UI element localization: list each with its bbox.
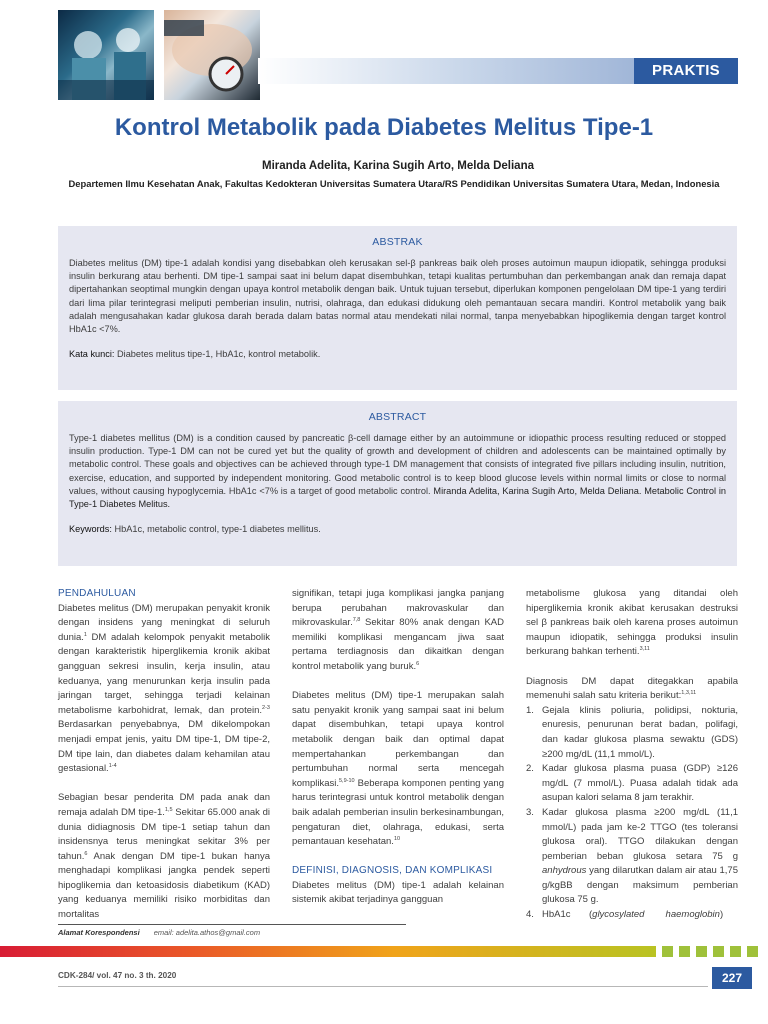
abstract-box xyxy=(58,401,737,566)
text: Diabetes melitus (DM) merupakan penyakit kronik dengan insidens yang meningkat di seluruh dunia. xyxy=(58,602,270,643)
decorative-square xyxy=(747,946,758,957)
abstract-keywords xyxy=(69,524,726,534)
text: Sebagian besar penderita DM pada anak dan remaja adalah DM tipe-1. xyxy=(58,792,270,818)
surgical-team-photo xyxy=(58,10,154,100)
reference: 10 xyxy=(393,835,401,842)
list-item xyxy=(526,806,738,908)
reference: 1,3,11 xyxy=(681,690,697,696)
reference: 1-4 xyxy=(108,762,117,769)
decorative-square xyxy=(662,946,673,957)
text: Kadar glukosa plasma ≥200 mg/dL (11,1 mmol/L) pada jam ke-2 TTGO (tes toleransi glukosa oral). TTGO dilakukan dengan pemberian beban glukosa setara 75 g xyxy=(542,806,738,862)
paragraph xyxy=(292,689,504,850)
journal-info: CDK-284/ vol. 47 no. 3 th. 2020 xyxy=(58,971,177,980)
list-number: 3. xyxy=(526,806,534,818)
abstrak-keywords xyxy=(69,349,726,359)
list-item xyxy=(526,908,738,923)
correspondence-label: Alamat Korespondensi xyxy=(58,928,140,937)
reference: 7,8 xyxy=(352,617,361,624)
text: DM adalah kelompok penyakit metabolik dengan karakteristik hiperglikemia kronik akibat gangguan sekresi insulin, kerja insulin, atau keduanya, yang menurunkan kerja insulin pada jaringan target, sehingga terjadi kelainan metabolisme karbohidrat, lemak, dan protein. xyxy=(58,631,270,716)
affiliation: Departemen Ilmu Kesehatan Anak, Fakultas Kedokteran Universitas Sumatera Utara/RS Pendidikan Universitas Sumatera Utara, Medan, Indonesia xyxy=(68,178,720,189)
abstrak-body: Diabetes melitus (DM) tipe-1 adalah kondisi yang disebabkan oleh kerusakan sel-β pankreas baik oleh proses autoimun maupun idiopatik, sehingga produksi insulin berkurang atau berhenti. DM tipe-1 sampai saat ini belum dapat disembuhkan, tetapi kualitas pertumbuhan dan perkembangan anak dan remaja dapat dipertahankan seoptimal mungkin dengan upaya kontrol metabolik dengan baik. Untuk tujuan tersebut, diperlukan komponen pengelolaan DM tipe-1 yang terdiri dari lima pilar terintegrasi meliputi pemberian insulin, nutrisi, olahraga, dan edukasi didukung oleh pemantauan secara mandiri. Kontrol metabolik yang baik adalah mengusahakan kadar glukosa darah berada dalam batas normal atau mendekati nilai normal, tanpa menyebabkan hipoglikemia dengan target kontrol HbA1c <7%. xyxy=(69,258,726,335)
decorative-square xyxy=(730,946,741,957)
list-item xyxy=(526,762,738,806)
reference: 6 xyxy=(416,660,420,667)
authors: Miranda Adelita, Karina Sugih Arto, Melda Deliana xyxy=(261,160,534,172)
list-text: Kadar glukosa plasma puasa (GDP) ≥126 mg/dL (7 mmol/L). Puasa adalah tidak ada asupan kalori selama 8 jam terakhir. xyxy=(542,763,738,804)
text: yang dilarutkan dalam air atau 1,75 g/kgBB dengan maksimum pemberian glukosa 75 g. xyxy=(542,865,738,906)
footer-divider xyxy=(58,986,708,987)
keywords-label: Kata kunci: xyxy=(69,349,115,360)
abstract-text: Type-1 diabetes mellitus (DM) is a condition caused by pancreatic β-cell damage either by an autoimmune or idiopathic process resulting reduced or stopped insulin production. Type-1 DM can not be cured yet but the quality of growth and development of children and adolescents can be maintained optimally by metabolic control. These goals and objectives can be achieved through type-1 DM management that consists of integrated five pillars including insulin, nutrition, exercise, education, and supported by independent monitoring. Good metabolic control is to keep blood glucose levels within normal limits or close to normal values, without causing hypoglycemia. HbA1c <7% is a target of good metabolic control. xyxy=(69,433,726,496)
decorative-color-bar xyxy=(0,946,656,957)
reference: 5,9-10 xyxy=(339,777,355,784)
decorative-square xyxy=(679,946,690,957)
keywords-text: HbA1c, metabolic control, type-1 diabetes mellitus. xyxy=(114,524,321,535)
page-number: 227 xyxy=(712,967,752,989)
paragraph xyxy=(526,587,738,660)
reference: 6 xyxy=(84,850,88,857)
text: Sekitar 80% anak dengan KAD memiliki komplikasi mengancam jiwa saat pertama terdiagnosis dan dikaitkan dengan kontrol metabolik yang buruk. xyxy=(292,617,504,672)
text: Diagnosis DM dapat ditegakkan apabila memenuhi salah satu kriteria berikut: xyxy=(526,675,738,702)
paragraph: Diabetes melitus (DM) tipe-1 adalah kelainan sistemik akibat terjadinya gangguan xyxy=(292,879,504,906)
text: Beberapa komponen penting yang harus terintegrasi untuk kontrol metabolik dengan baik adalah pemberian insulin berkesinambungan, pengaturan diet, olahraga, edukasi, serta pemantauan kesehatan. xyxy=(292,777,504,848)
list-number: 4. xyxy=(526,909,534,921)
list-text: Gejala klinis poliuria, polidipsi, nokturia, enuresis, penurunan berat badan, polifagi, dan kadar glukosa plasma sewaktu (GDS) ≥200 mg/dL (11,1 mmol/L). xyxy=(542,704,738,760)
keywords-text: Diabetes melitus tipe-1, HbA1c, kontrol metabolik. xyxy=(117,349,321,360)
abstrak-heading: ABSTRAK xyxy=(372,236,423,248)
abstract-heading: ABSTRACT xyxy=(368,411,427,423)
text: Sekitar 65.000 anak di dunia didiagnosis DM tipe-1 setiap tahun dan insidensnya terus meningkat sekitar 3% per tahun. xyxy=(58,806,270,862)
blood-pressure-measurement-photo xyxy=(164,10,260,100)
correspondence-note xyxy=(58,924,406,937)
column-2 xyxy=(292,587,504,908)
article-title: Kontrol Metabolik pada Diabetes Melitus Tipe-1 xyxy=(114,114,654,141)
column-3 xyxy=(526,587,738,923)
decorative-square xyxy=(696,946,707,957)
paragraph xyxy=(58,791,270,922)
italic-term: glycosylated haemoglobin xyxy=(592,909,720,921)
keywords-label: Keywords: xyxy=(69,524,112,535)
list-text xyxy=(542,806,738,908)
decorative-square xyxy=(713,946,724,957)
paragraph xyxy=(526,675,738,704)
text: Berdasarkan penyebabnya, DM dikelompokan menjadi empat jenis, yaitu DM tipe-1, DM tipe-2, DM tipe lain, dan diabetes dalam kehamilan atau gestasional. xyxy=(58,719,270,775)
reference: 1 xyxy=(83,631,87,638)
text: HbA1c ( xyxy=(542,909,593,921)
correspondence-email: email: adelita.athos@gmail.com xyxy=(153,928,261,937)
section-tag: PRAKTIS xyxy=(634,58,738,84)
italic-term: anhydrous xyxy=(542,865,587,877)
abstract-body xyxy=(69,432,726,511)
list-text xyxy=(542,908,738,923)
reference: 2-3 xyxy=(262,704,270,711)
paragraph xyxy=(58,602,270,777)
column-1 xyxy=(58,587,270,937)
text: signifikan, tetapi juga komplikasi jangka panjang berupa perubahan makrovaskular dan mikrovaskular. xyxy=(292,588,504,629)
abstrak-box xyxy=(58,226,737,390)
text: Diabetes melitus (DM) tipe-1 merupakan salah satu penyakit kronik yang sampai saat ini belum dapat disembuhkan, tetapi upaya kontrol metabolik dengan baik dan optimal dapat mempertahankan perkembangan dan pertumbuhan normal serta mencegah komplikasi. xyxy=(292,690,504,789)
section-heading-pendahuluan: PENDAHULUAN xyxy=(58,588,136,599)
text: metabolisme glukosa yang ditandai oleh hiperglikemia kronik akibat kerusakan destruksi sel β pankreas baik oleh karena proses autoimun maupun idiopatik, sehingga produksi insulin berkurang bahkan terhenti. xyxy=(526,588,738,658)
list-number: 2. xyxy=(526,763,534,775)
list-item xyxy=(526,704,738,762)
section-heading-definisi: DEFINISI, DIAGNOSIS, DAN KOMPLIKASI xyxy=(292,865,493,877)
abstract-citation: Miranda Adelita, Karina Sugih Arto, Melda Deliana. Metabolic Control in Type-1 Diabetes Melitus. xyxy=(69,485,726,510)
paragraph xyxy=(292,587,504,675)
text: Anak dengan DM tipe-1 bukan hanya menghadapi komplikasi jangka pendek seperti hipoglikemia dan ketoasidosis diabetikum (KAD) yang keduanya memiliki risiko morbiditas dan mortalitas xyxy=(58,850,270,921)
text: ) xyxy=(719,909,724,921)
reference: 3,11 xyxy=(639,646,650,653)
reference: 1,5 xyxy=(164,806,173,813)
list-number: 1. xyxy=(526,704,534,716)
